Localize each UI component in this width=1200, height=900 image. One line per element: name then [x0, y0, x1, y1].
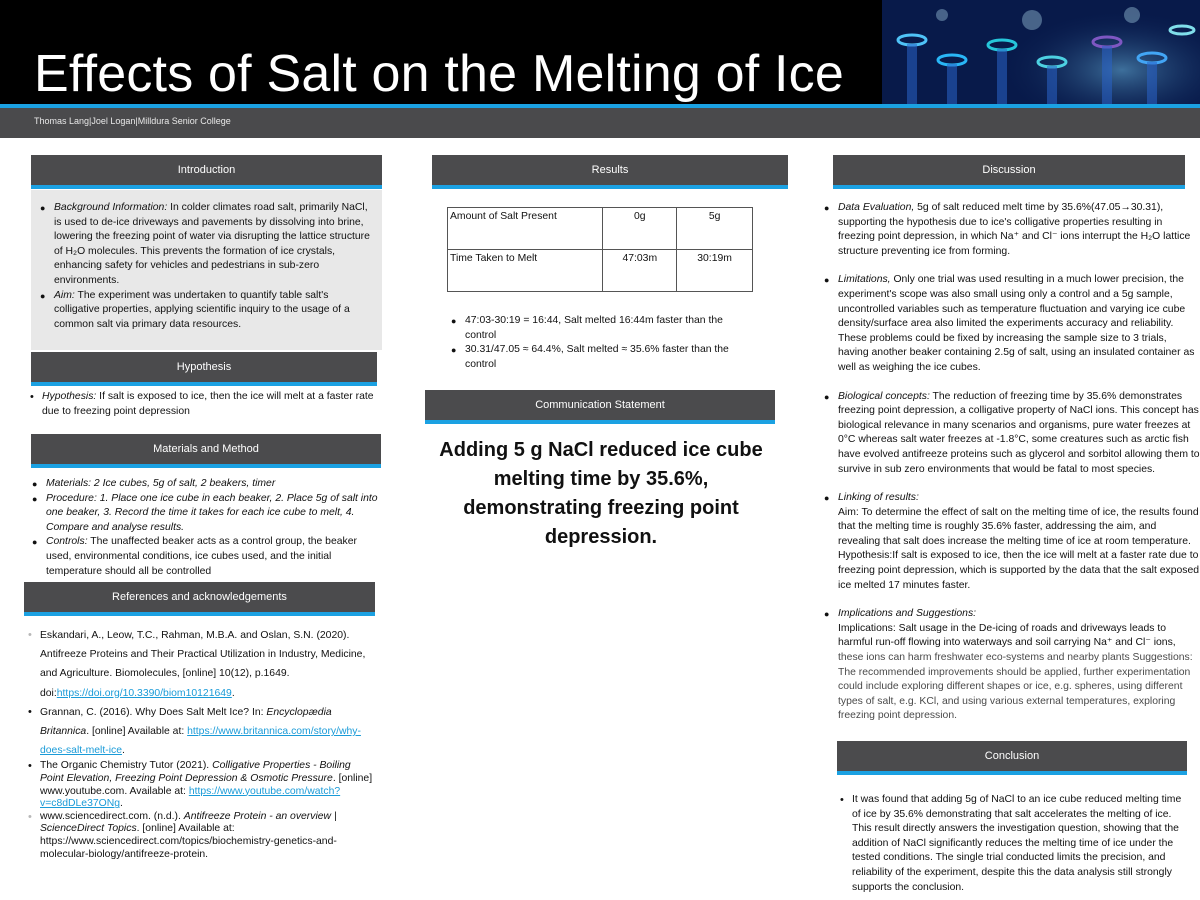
author-line: Thomas Lang|Joel Logan|Milldura Senior College: [34, 116, 231, 126]
poster-title: Effects of Salt on the Melting of Ice: [34, 45, 844, 103]
introduction-heading: Introduction: [31, 155, 382, 189]
materials-heading: Materials and Method: [31, 434, 381, 468]
communication-heading: Communication Statement: [425, 390, 775, 424]
reference-item: • The Organic Chemistry Tutor (2021). Colligative Properties - Boiling Point Elevation, Freezing Point Depression & Osmotic Pressure. [online] www.youtube.com. Available at: https://www.youtube.com/watch?v=c8dDLe37ONg.: [24, 760, 376, 810]
poster-header: [0, 0, 1200, 104]
table-cell: 0g: [603, 208, 677, 250]
conclusion-heading: Conclusion: [837, 741, 1187, 775]
table-cell: Time Taken to Melt: [448, 250, 603, 292]
reference-link[interactable]: https://doi.org/10.3390/biom10121649: [56, 687, 232, 699]
reference-link[interactable]: https://www.britannica.com/story/why-does-salt-melt-ice: [40, 726, 361, 757]
list-item: ● Biological concepts: The reduction of freezing time by 35.6% demonstrates freezing point depression, a colligative property of NaCl ions. This concept has biological relevance in many scenarios and organisms, pure water freezes at 0°C whereas salt water freezes at -1.8°C, some creatures such as arctic fish have evolved antifreeze proteins such as glycerol and sorbitol allowing them to survive in sub zero environments that would be fatal to most species.: [822, 390, 1200, 478]
table-row: [448, 208, 753, 250]
lab-glassware-illustration: [882, 0, 1200, 104]
hypothesis-heading: Hypothesis: [31, 352, 377, 386]
list-item: • Hypothesis: If salt is exposed to ice, then the ice will melt at a faster rate due to freezing point depression: [26, 390, 378, 419]
table-cell: 30:19m: [677, 250, 753, 292]
list-item: ● Materials: 2 Ice cubes, 5g of salt, 2 beakers, timer: [30, 477, 382, 492]
list-item: ● Linking of results: Aim: To determine the effect of salt on the melting time of ice, the results found that the melting time is roughly 35.6% faster, addressing the aim, and revealing that salt does increase the melting time of ice at room temperature. Hypothesis:If salt is exposed to ice, then the ice will melt at a faster rate due to freezing point depression, which is supported by the data that the salt exposed ice melted 17 minutes faster.: [822, 491, 1200, 593]
materials-body: [30, 477, 382, 579]
table-row: [448, 250, 753, 292]
list-item: ● Implications and Suggestions: Implications: Salt usage in the De-icing of roads and driveways leads to harmful run-off flowing into waterways and soil carrying Na⁺ and Cl⁻ ions, these ions can harm freshwater eco-systems and nearby plants Suggestions: The recommended improvements should be applied, further experimentation could include exploring different shapes or ice, e.g. spheres, using different types of salt, e.g. KCl, and using various external temperatures, exploring freezing point depression.: [822, 607, 1200, 724]
table-cell: 5g: [677, 208, 753, 250]
references-body: [24, 626, 376, 861]
results-calculations: [449, 314, 749, 372]
results-heading: Results: [432, 155, 788, 189]
list-item: ● Data Evaluation, 5g of salt reduced melt time by 35.6%(47.05→30.31), supporting the hypothesis due to ice's colligative properties resulting in freezing point depression, in which Na⁺ and Cl⁻ ions interrupt the H₂O lattice structure preventing ice from forming.: [822, 201, 1200, 259]
reference-item: • Eskandari, A., Leow, T.C., Rahman, M.B.A. and Oslan, S.N. (2020). Antifreeze Proteins and Their Practical Utilization in Industry, Medicine, and Agriculture. Biomolecules, [online] 10(12), p.1649. doi:https://doi.org/10.3390/biom10121649.: [24, 626, 376, 703]
discussion-heading: Discussion: [833, 155, 1185, 189]
list-item: ● 30.31/47.05 ≈ 64.4%, Salt melted ≈ 35.6% faster than the control: [449, 343, 749, 372]
lab-glassware-image: [882, 0, 1200, 104]
reference-item: • Grannan, C. (2016). Why Does Salt Melt Ice? In: Encyclopædia Britannica. [online] Available at: https://www.britannica.com/story/why-does-salt-melt-ice.: [24, 703, 376, 761]
discussion-body: [822, 201, 1200, 724]
introduction-body: [38, 201, 374, 332]
results-table: [447, 207, 753, 292]
list-item: ● Aim: The experiment was undertaken to quantify table salt's colligative properties, applying scientific inquiry to the usage of a common salt via primary data resources.: [38, 289, 374, 333]
reference-link[interactable]: https://www.youtube.com/watch?v=c8dDLe37ONg: [40, 785, 341, 810]
list-item: ● Background Information: In colder climates road salt, primarily NaCl, is used to de-ice driveways and pavements by dissolving into brine, lowering the freezing point of water via disrupting the lattice structure of H₂O molecules. This prevents the formation of ice crystals, enhancing safety for vehicles and pedestrians in sub-zero environments.: [38, 201, 374, 289]
references-heading: References and acknowledgements: [24, 582, 375, 616]
table-cell: Amount of Salt Present: [448, 208, 603, 250]
reference-item: • www.sciencedirect.com. (n.d.). Antifreeze Protein - an overview | ScienceDirect Topics. [online] Available at: https://www.sciencedirect.com/topics/biochemistry-genetics-and-molecular-biology/antifreeze-protein.: [24, 811, 376, 861]
list-item: ● Procedure: 1. Place one ice cube in each beaker, 2. Place 5g of salt into one beaker, 3. Record the time it takes for each ice cube to melt, 4. Compare and analyse results.: [30, 492, 382, 536]
hypothesis-body: [26, 390, 378, 419]
list-item: ● Controls: The unaffected beaker acts as a control group, the beaker used, environmental conditions, ice cubes used, and the initial temperature should all be controlled: [30, 535, 382, 579]
list-item: • It was found that adding 5g of NaCl to an ice cube reduced melting time of ice by 35.6% demonstrating that salt accelerates the melting of ice. This result directly answers the investigation question, showing that the addition of NaCl significantly reduces the melting time of ice under the tested conditions. The single trial conducted limits the precision, and reliability of the experiment, despite this the data analysis still strongly supports the conclusion.: [836, 793, 1186, 895]
list-item: ● 47:03-30:19 = 16:44, Salt melted 16:44m faster than the control: [449, 314, 749, 343]
list-item: ● Limitations, Only one trial was used resulting in a much lower precision, the experiment's scope was also small using only a control and a 5g sample, uncontrolled variables such as temperature fluctuation and varying ice cube density/surface area also limited the experiments accuracy and reliability. These problems could be fixed by increasing the sample size to 3 trials, having another beaker containing 2.5g of salt, using an insulated container as well as weighing the ice cubes.: [822, 273, 1200, 375]
table-cell: 47:03m: [603, 250, 677, 292]
conclusion-body: [836, 793, 1186, 895]
communication-statement: Adding 5 g NaCl reduced ice cube melting time by 35.6%, demonstrating freezing point depression.: [439, 439, 763, 548]
